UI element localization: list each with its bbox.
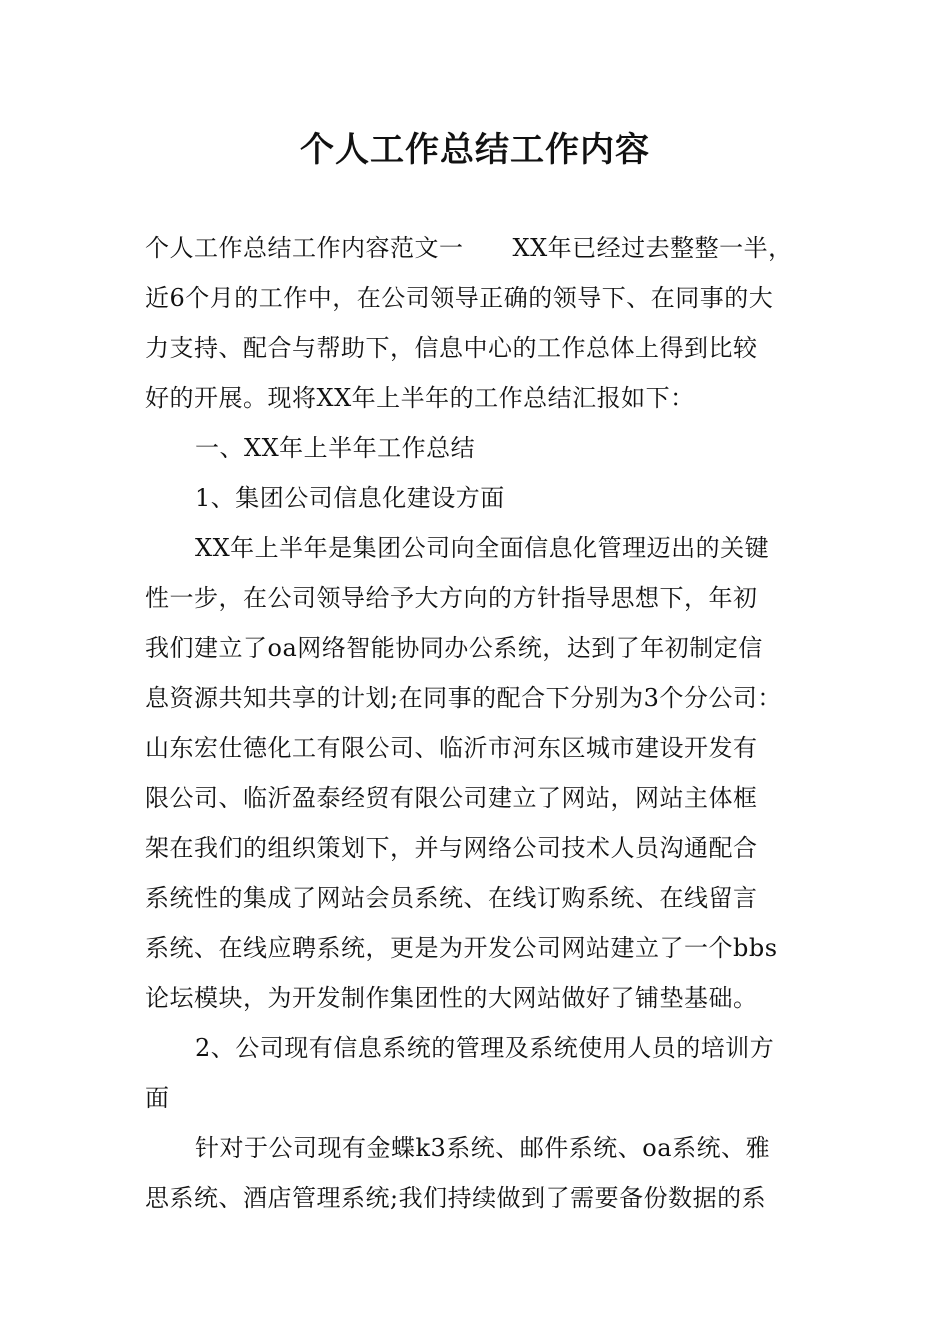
paragraph-line: 针对于公司现有金蝶k3系统、邮件系统、oa系统、雅 [195,1134,771,1162]
paragraph-line: 性一步，在公司领导给予大方向的方针指导思想下，年初 [145,584,758,612]
section-heading: 一、XX年上半年工作总结 [195,434,476,462]
paragraph-line: 论坛模块，为开发制作集团性的大网站做好了铺垫基础。 [145,984,758,1012]
paragraph-line: 山东宏仕德化工有限公司、临沂市河东区城市建设开发有 [145,734,758,762]
paragraph-line: 限公司、临沂盈泰经贸有限公司建立了网站，网站主体框 [145,784,758,812]
document-title: 个人工作总结工作内容 [300,130,650,170]
paragraph-line: 息资源共知共享的计划;在同事的配合下分别为3个分公司： [145,684,782,712]
paragraph-line: 好的开展。现将XX年上半年的工作总结汇报如下： [145,384,695,412]
paragraph-line: 力支持、配合与帮助下，信息中心的工作总体上得到比较 [145,334,758,362]
subsection-heading-continued: 面 [145,1084,170,1112]
subsection-heading: 1、集团公司信息化建设方面 [195,484,505,512]
paragraph-line: 思系统、酒店管理系统;我们持续做到了需要备份数据的系 [145,1184,767,1212]
paragraph-line: 个人工作总结工作内容范文一 XX年已经过去整整一半， [145,234,793,262]
paragraph-line: 近6个月的工作中，在公司领导正确的领导下、在同事的大 [145,284,774,312]
subsection-heading: 2、公司现有信息系统的管理及系统使用人员的培训方 [195,1034,775,1062]
document-body [145,223,825,1223]
paragraph-line: 系统性的集成了网站会员系统、在线订购系统、在线留言 [145,884,758,912]
paragraph-line: 我们建立了oa网络智能协同办公系统，达到了年初制定信 [145,634,763,662]
paragraph-line: XX年上半年是集团公司向全面信息化管理迈出的关键 [195,534,770,562]
paragraph-line: 系统、在线应聘系统，更是为开发公司网站建立了一个bbs [145,934,778,962]
paragraph-line: 架在我们的组织策划下，并与网络公司技术人员沟通配合 [145,834,758,862]
